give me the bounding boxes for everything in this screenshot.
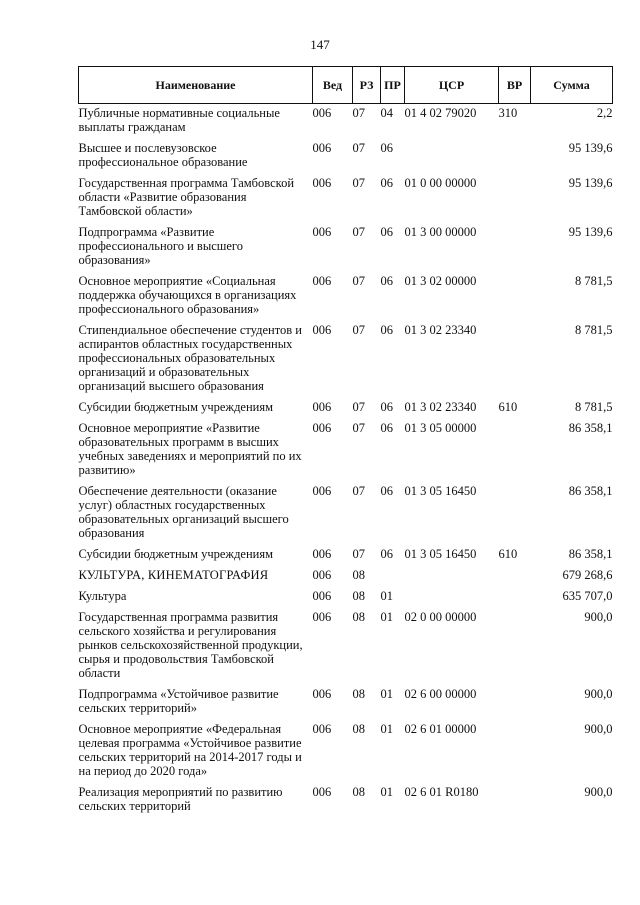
cell-vr (499, 608, 531, 685)
cell-name: Подпрограмма «Устойчивое развитие сельских территорий» (78, 687, 279, 715)
cell-sum: 900,0 (584, 785, 613, 799)
table-row (79, 720, 613, 783)
table-row (79, 482, 613, 545)
cell-rz: 07 (352, 421, 365, 435)
cell-name: Субсидии бюджетным учреждениям (78, 547, 274, 561)
cell-csr: 02 0 00 00000 (404, 610, 477, 624)
cell-pr: 06 (380, 141, 393, 155)
cell-name: КУЛЬТУРА, КИНЕМАТОГРАФИЯ (78, 568, 269, 582)
cell-sum: 900,0 (584, 722, 613, 736)
cell-pr: 01 (380, 687, 393, 701)
cell-csr: 01 3 02 23340 (404, 400, 477, 414)
cell-csr: 01 3 05 00000 (404, 421, 477, 435)
cell-rz: 08 (352, 785, 365, 799)
cell-vr (499, 419, 531, 482)
cell-pr: 06 (380, 547, 393, 561)
cell-vr (499, 321, 531, 398)
cell-sum: 95 139,6 (568, 141, 613, 155)
cell-ved: 006 (312, 687, 332, 701)
cell-sum: 900,0 (584, 610, 613, 624)
cell-name: Культура (78, 589, 127, 603)
cell-csr: 01 3 02 00000 (404, 274, 477, 288)
col-header-name: Наименование (79, 67, 313, 104)
cell-csr (405, 587, 499, 608)
table-row (79, 398, 613, 419)
cell-vr (499, 587, 531, 608)
cell-pr: 04 (380, 106, 393, 120)
cell-ved: 006 (312, 589, 332, 603)
cell-name: Государственная программа развития сельского хозяйства и регулирования рынков сельскохозяйственной продукции, сырья и продовольствия Тамбовской области (78, 610, 303, 680)
table-row (79, 545, 613, 566)
cell-rz: 07 (352, 225, 365, 239)
cell-vr (499, 139, 531, 174)
cell-vr (499, 482, 531, 545)
cell-ved: 006 (312, 323, 332, 337)
cell-pr (381, 566, 405, 587)
cell-name: Высшее и послевузовское профессиональное образование (78, 141, 248, 169)
col-header-rz: РЗ (353, 67, 381, 104)
cell-sum: 900,0 (584, 687, 613, 701)
cell-pr: 06 (380, 225, 393, 239)
cell-name: Реализация мероприятий по развитию сельских территорий (78, 785, 283, 813)
table-row (79, 139, 613, 174)
cell-vr (499, 720, 531, 783)
cell-pr: 01 (380, 610, 393, 624)
cell-csr: 02 6 00 00000 (404, 687, 477, 701)
cell-rz: 08 (352, 722, 365, 736)
cell-name: Основное мероприятие «Развитие образовательных программ в высших учебных заведениях и мероприятий по их развитию» (78, 421, 302, 477)
cell-sum: 635 707,0 (562, 589, 613, 603)
cell-name: Стипендиальное обеспечение студентов и аспирантов областных государственных профессиональных образовательных организаций и образовательных организаций высшего образования (78, 323, 302, 393)
cell-sum: 8 781,5 (575, 274, 613, 288)
table-row (79, 174, 613, 223)
cell-rz: 07 (352, 176, 365, 190)
table-body (79, 104, 613, 819)
table-row (79, 608, 613, 685)
cell-vr (499, 272, 531, 321)
cell-pr: 06 (380, 323, 393, 337)
cell-csr (405, 566, 499, 587)
cell-name: Публичные нормативные социальные выплаты гражданам (78, 106, 280, 134)
col-header-vr: ВР (499, 67, 531, 104)
table-row (79, 587, 613, 608)
cell-pr: 06 (380, 274, 393, 288)
cell-pr: 01 (380, 785, 393, 799)
cell-ved: 006 (312, 610, 332, 624)
cell-rz: 07 (352, 323, 365, 337)
cell-ved: 006 (312, 141, 332, 155)
cell-name: Государственная программа Тамбовской области «Развитие образования Тамбовской области» (78, 176, 295, 218)
cell-ved: 006 (312, 484, 332, 498)
page-number: 147 (310, 37, 330, 52)
cell-csr: 01 4 02 79020 (404, 106, 477, 120)
table-row (79, 566, 613, 587)
cell-sum: 95 139,6 (568, 176, 613, 190)
cell-name: Обеспечение деятельности (оказание услуг) областных государственных образовательных организаций высшего образования (78, 484, 289, 540)
cell-pr: 06 (380, 400, 393, 414)
cell-csr: 02 6 01 R0180 (404, 785, 479, 799)
cell-csr: 01 0 00 00000 (404, 176, 477, 190)
cell-ved: 006 (312, 722, 332, 736)
cell-pr: 06 (380, 421, 393, 435)
cell-name: Основное мероприятие «Федеральная целевая программа «Устойчивое развитие сельских территорий на 2014-2017 годы и на период до 2020 года» (78, 722, 302, 778)
cell-ved: 006 (312, 421, 332, 435)
table-row (79, 104, 613, 140)
cell-pr: 06 (380, 484, 393, 498)
cell-name: Подпрограмма «Развитие профессионального и высшего образования» (78, 225, 244, 267)
cell-vr (499, 174, 531, 223)
cell-rz: 07 (352, 547, 365, 561)
cell-csr: 01 3 05 16450 (404, 484, 477, 498)
col-header-ved: Вед (313, 67, 353, 104)
cell-ved: 006 (312, 225, 332, 239)
table-header-row (79, 67, 613, 104)
cell-pr: 06 (380, 176, 393, 190)
cell-rz: 07 (352, 400, 365, 414)
table-row (79, 321, 613, 398)
col-header-sum: Сумма (531, 67, 613, 104)
cell-vr: 610 (498, 400, 518, 414)
cell-ved: 006 (312, 274, 332, 288)
cell-name: Субсидии бюджетным учреждениям (78, 400, 274, 414)
cell-sum: 679 268,6 (562, 568, 613, 582)
cell-ved: 006 (312, 400, 332, 414)
cell-csr: 02 6 01 00000 (404, 722, 477, 736)
cell-rz: 07 (352, 106, 365, 120)
cell-sum: 86 358,1 (568, 484, 613, 498)
cell-vr (499, 783, 531, 818)
table-row (79, 685, 613, 720)
cell-vr (499, 566, 531, 587)
cell-ved: 006 (312, 547, 332, 561)
cell-rz: 08 (352, 589, 365, 603)
cell-pr: 01 (380, 589, 393, 603)
cell-pr: 01 (380, 722, 393, 736)
cell-rz: 08 (352, 610, 365, 624)
cell-rz: 07 (352, 274, 365, 288)
cell-sum: 8 781,5 (575, 400, 613, 414)
table-row (79, 272, 613, 321)
cell-rz: 07 (352, 141, 365, 155)
cell-ved: 006 (312, 106, 332, 120)
cell-sum: 86 358,1 (568, 547, 613, 561)
cell-rz: 08 (352, 568, 365, 582)
cell-name: Основное мероприятие «Социальная поддержка обучающихся в организациях профессионального образования» (78, 274, 297, 316)
cell-ved: 006 (312, 568, 332, 582)
table-row (79, 419, 613, 482)
cell-rz: 08 (352, 687, 365, 701)
col-header-csr: ЦСР (405, 67, 499, 104)
cell-rz: 07 (352, 484, 365, 498)
cell-sum: 2,2 (596, 106, 613, 120)
cell-csr: 01 3 00 00000 (404, 225, 477, 239)
cell-sum: 95 139,6 (568, 225, 613, 239)
cell-sum: 86 358,1 (568, 421, 613, 435)
col-header-pr: ПР (381, 67, 405, 104)
table-row (79, 783, 613, 818)
cell-vr (499, 685, 531, 720)
cell-vr: 310 (498, 106, 518, 120)
table-row (79, 223, 613, 272)
cell-vr: 610 (498, 547, 518, 561)
cell-sum: 8 781,5 (575, 323, 613, 337)
cell-vr (499, 223, 531, 272)
cell-ved: 006 (312, 176, 332, 190)
budget-table (78, 66, 613, 818)
cell-ved: 006 (312, 785, 332, 799)
cell-csr (405, 139, 499, 174)
cell-csr: 01 3 05 16450 (404, 547, 477, 561)
cell-csr: 01 3 02 23340 (404, 323, 477, 337)
